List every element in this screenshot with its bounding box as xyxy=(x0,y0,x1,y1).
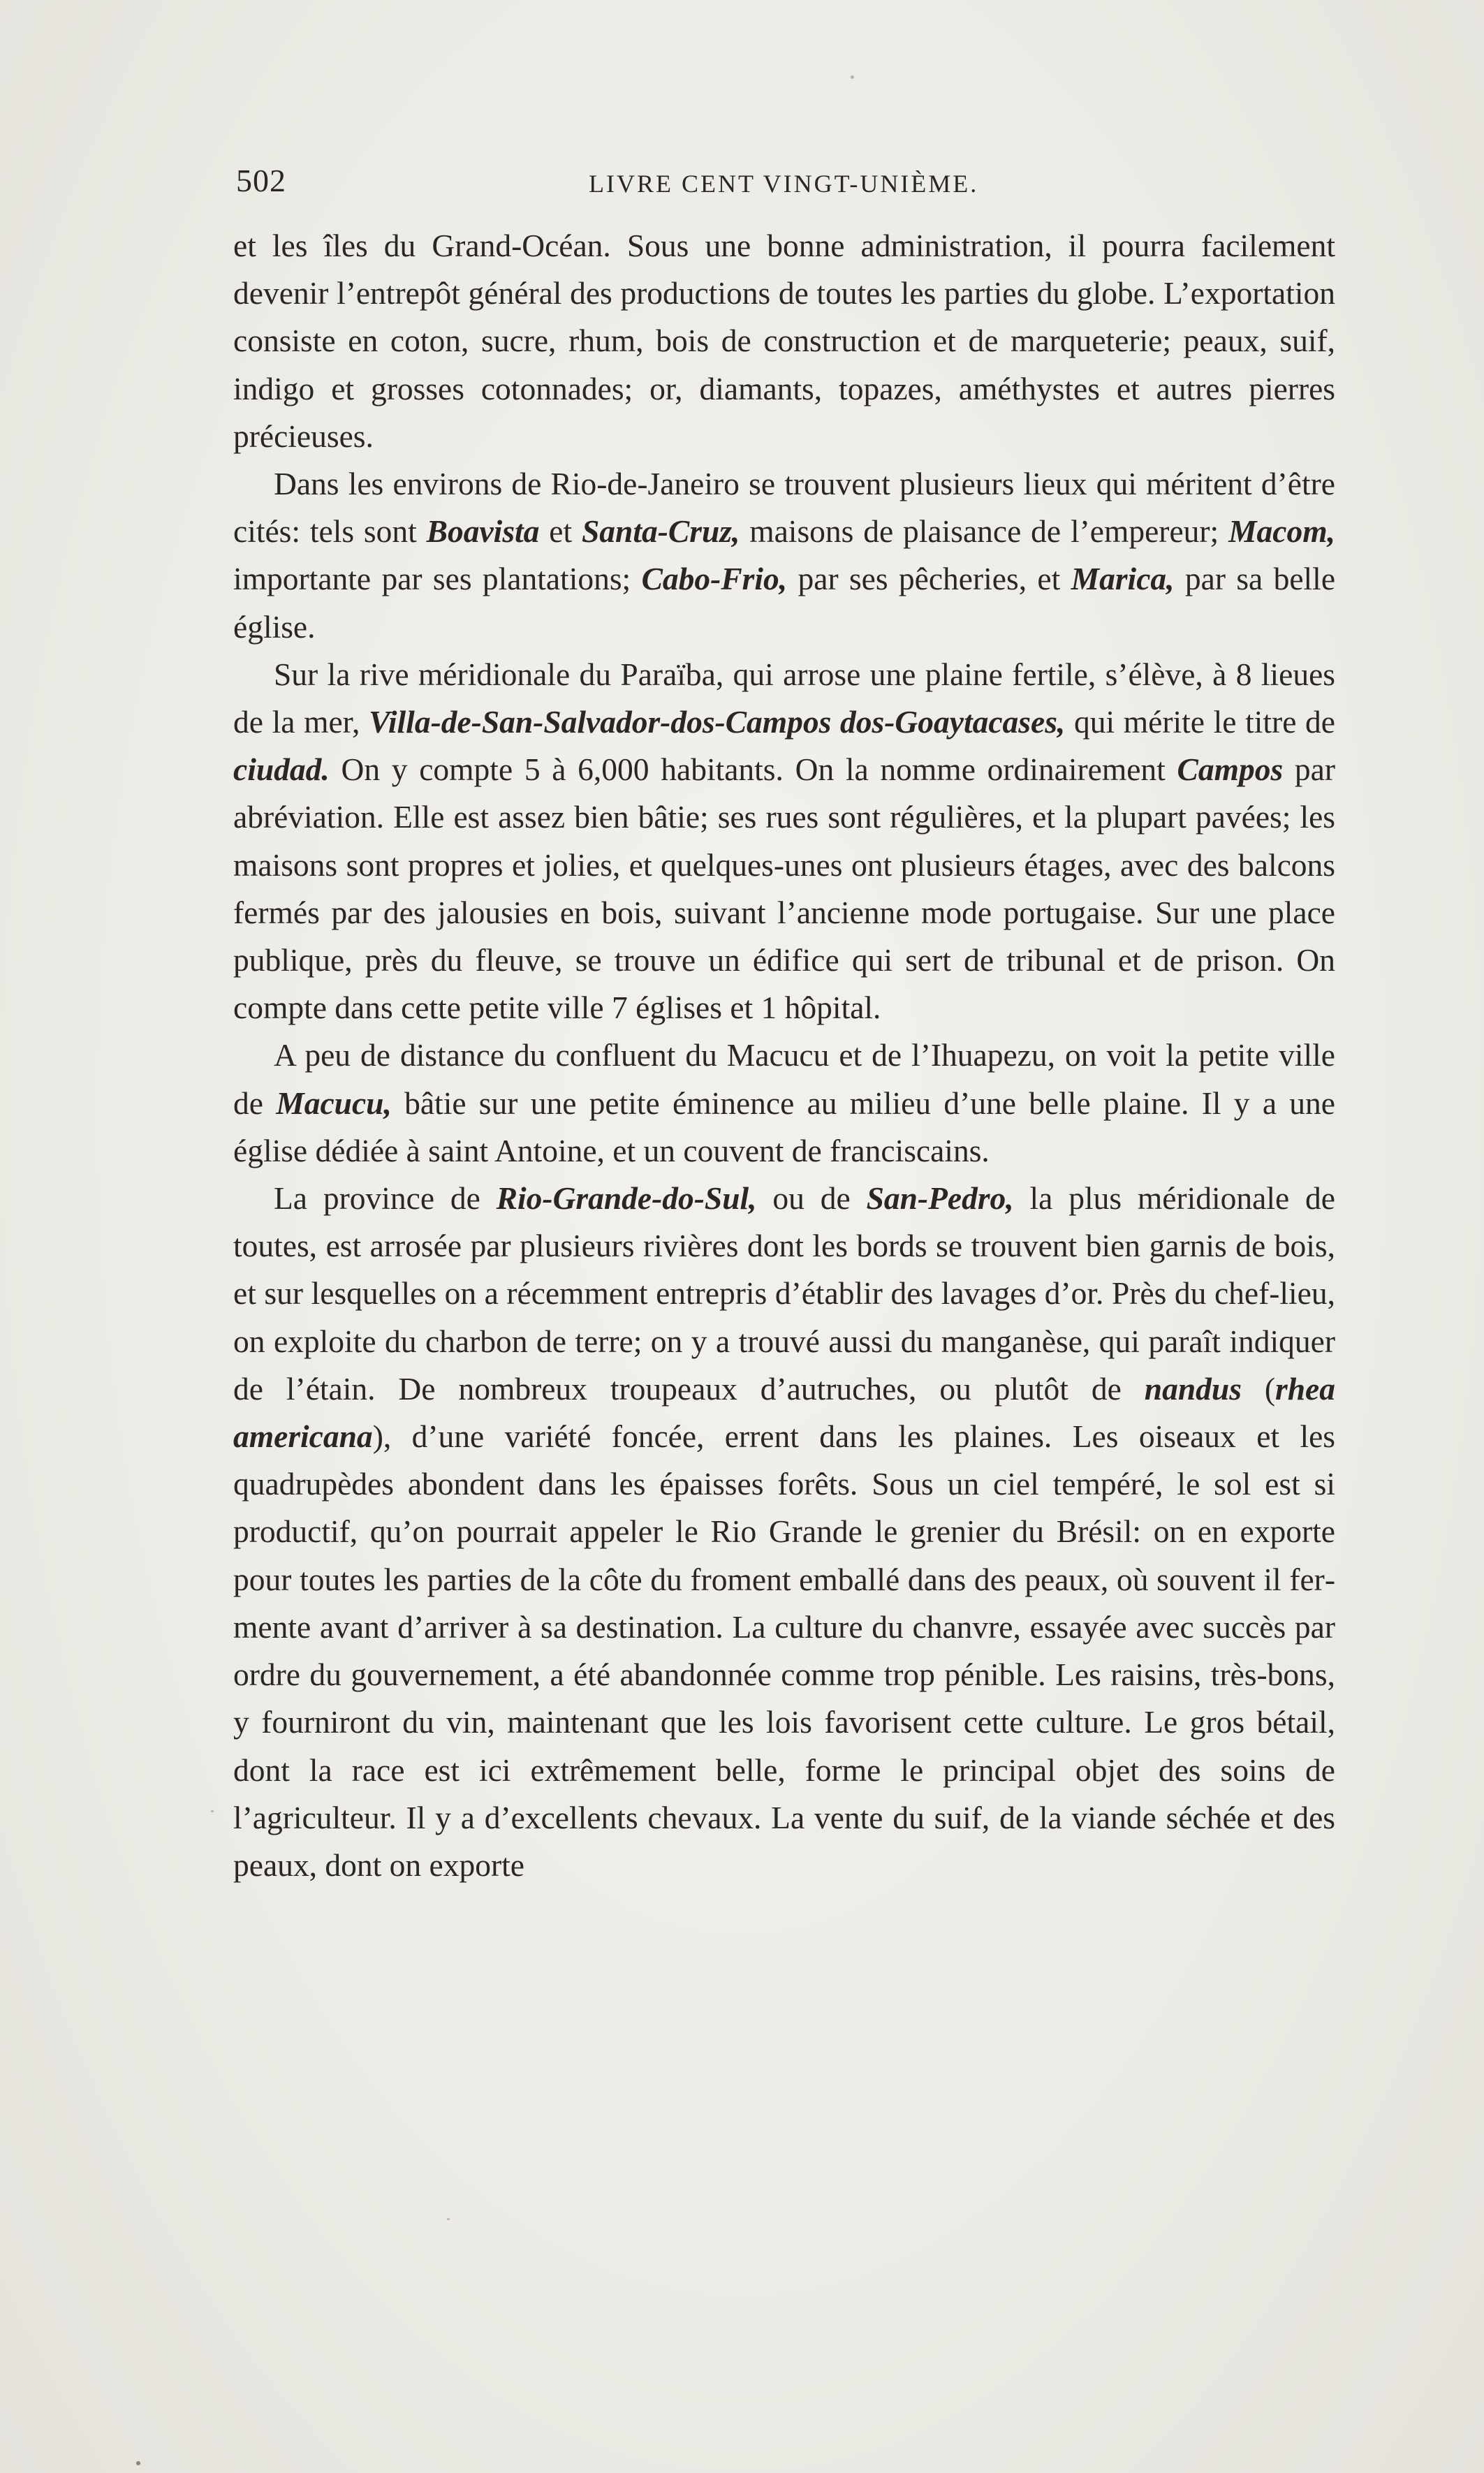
text-run: bâtie sur une petite éminence au milieu d’une belle plaine. Il y a une église dédiée à saint Antoine, et un couvent de franciscains. xyxy=(233,1085,1336,1168)
italic-term: Boavista xyxy=(426,513,540,550)
paper-speck xyxy=(851,75,854,79)
italic-term: Macom, xyxy=(1228,513,1335,550)
text-run: et xyxy=(539,513,582,550)
paper-speck xyxy=(447,2218,450,2220)
text-run: importante par ses plantations; xyxy=(233,561,642,597)
text-run: La province de xyxy=(274,1180,497,1217)
italic-term: ciudad. xyxy=(233,751,330,788)
text-run: ou de xyxy=(756,1180,867,1217)
italic-term: Santa-Cruz, xyxy=(582,513,740,550)
paper-speck xyxy=(211,1810,214,1812)
text-run: A peu de distance du confluent du Macucu et de l’Ihuapezu, on voit la petite ville de xyxy=(233,1037,1335,1121)
page-header xyxy=(236,162,1332,204)
italic-term: Macucu, xyxy=(276,1085,392,1121)
italic-term: San-Pedro, xyxy=(866,1180,1014,1217)
italic-term: nandus xyxy=(1144,1370,1242,1407)
text-run: qui mérite le titre de xyxy=(1065,704,1336,740)
italic-term: rhea americana xyxy=(233,1370,1335,1455)
text-run: On y compte 5 à 6,000 habitants. On la nomme ordinairement xyxy=(329,751,1177,788)
text-run: la plus méridionale de toutes, est arrosée par plusieurs rivières dont les bords se trouvent bien garnis de bois, et sur lesquelles on a récemment entrepris d’établir des lavages d’or. Près du chef-lieu, on exploite du charbon de terre; on y a trouvé aussi du manganèse, qui paraît indiquer de l’étain. De nombreux troupeaux d’autruches, ou plutôt de xyxy=(233,1180,1335,1407)
italic-term: Rio-Grande-do-Sul, xyxy=(496,1180,757,1217)
paragraph xyxy=(233,460,1335,651)
italic-term: Marica, xyxy=(1071,561,1175,597)
text-run: et les îles du Grand-Océan. Sous une bonne administration, il pourra facilement devenir l’entrepôt général des productions de toutes les parties du globe. L’exportation consiste en coton, sucre, rhum, bois de construction et de marqueterie; peaux, suif, indigo et grosses cotonnades; or, diamants, topazes, améthystes et autres pierres précieuses. xyxy=(233,228,1335,454)
text-run: ), d’une variété foncée, errent dans les plaines. Les oiseaux et les quadrupèdes abondent dans les épaisses forêts. Sous un ciel tempéré, le sol est si productif, qu’on pourrait appeler le Rio Grande le grenier du Brésil: on en exporte pour toutes les parties de la côte du froment emballé dans des peaux, où souvent il fermente avant d’arriver à sa destination. La culture du chanvre, essayée avec succès par ordre du gouvernement, a été abandonnée comme trop pénible. Les raisins, très-bons, y fourniront du vin, maintenant que les lois favorisent cette culture. Le gros bétail, dont la race est ici extrêmement belle, forme le principal objet des soins de l’agriculteur. Il y a d’excellents chevaux. La vente du suif, de la viande séchée et des peaux, dont on exporte xyxy=(233,1418,1335,1883)
text-run: par abréviation. Elle est assez bien bâtie; ses rues sont régulières, et la plupart pavées; les maisons sont propres et jolies, et quelques-unes ont plusieurs étages, avec des balcons fermés par des jalousies en bois, suivant l’ancienne mode portugaise. Sur une place publique, près du fleuve, se trouve un édifice qui sert de tribunal et de prison. On compte dans cette petite ville 7 églises et 1 hôpital. xyxy=(233,751,1335,1026)
paragraph xyxy=(233,651,1335,1032)
text-run: maisons de plaisance de l’empereur; xyxy=(740,513,1229,550)
text-run: par sa belle église. xyxy=(233,561,1336,645)
text-run: par ses pêcheries, et xyxy=(787,561,1071,597)
paragraph xyxy=(233,1175,1335,1889)
page-number: 502 xyxy=(236,163,286,198)
italic-term: Cabo-Frio, xyxy=(641,561,788,597)
text-run: Sur la rive méridionale du Paraïba, qui arrose une plaine fertile, s’élève, à 8 lieues de la mer, xyxy=(233,656,1335,740)
italic-term: Villa-de-San-Salvador-dos-Campos dos-Goaytacases, xyxy=(369,704,1066,740)
italic-term: Campos xyxy=(1177,751,1284,788)
paragraph xyxy=(233,222,1335,460)
text-run: Dans les environs de Rio-de-Janeiro se trouvent plusieurs lieux qui méritent d’être cités: tels sont xyxy=(233,466,1335,550)
paper-speck xyxy=(136,2461,140,2465)
running-title: LIVRE CENT VINGT-UNIÈME. xyxy=(589,170,979,198)
paragraph xyxy=(233,1032,1335,1175)
text-run: ( xyxy=(1241,1370,1276,1407)
body-text xyxy=(233,222,1335,1889)
